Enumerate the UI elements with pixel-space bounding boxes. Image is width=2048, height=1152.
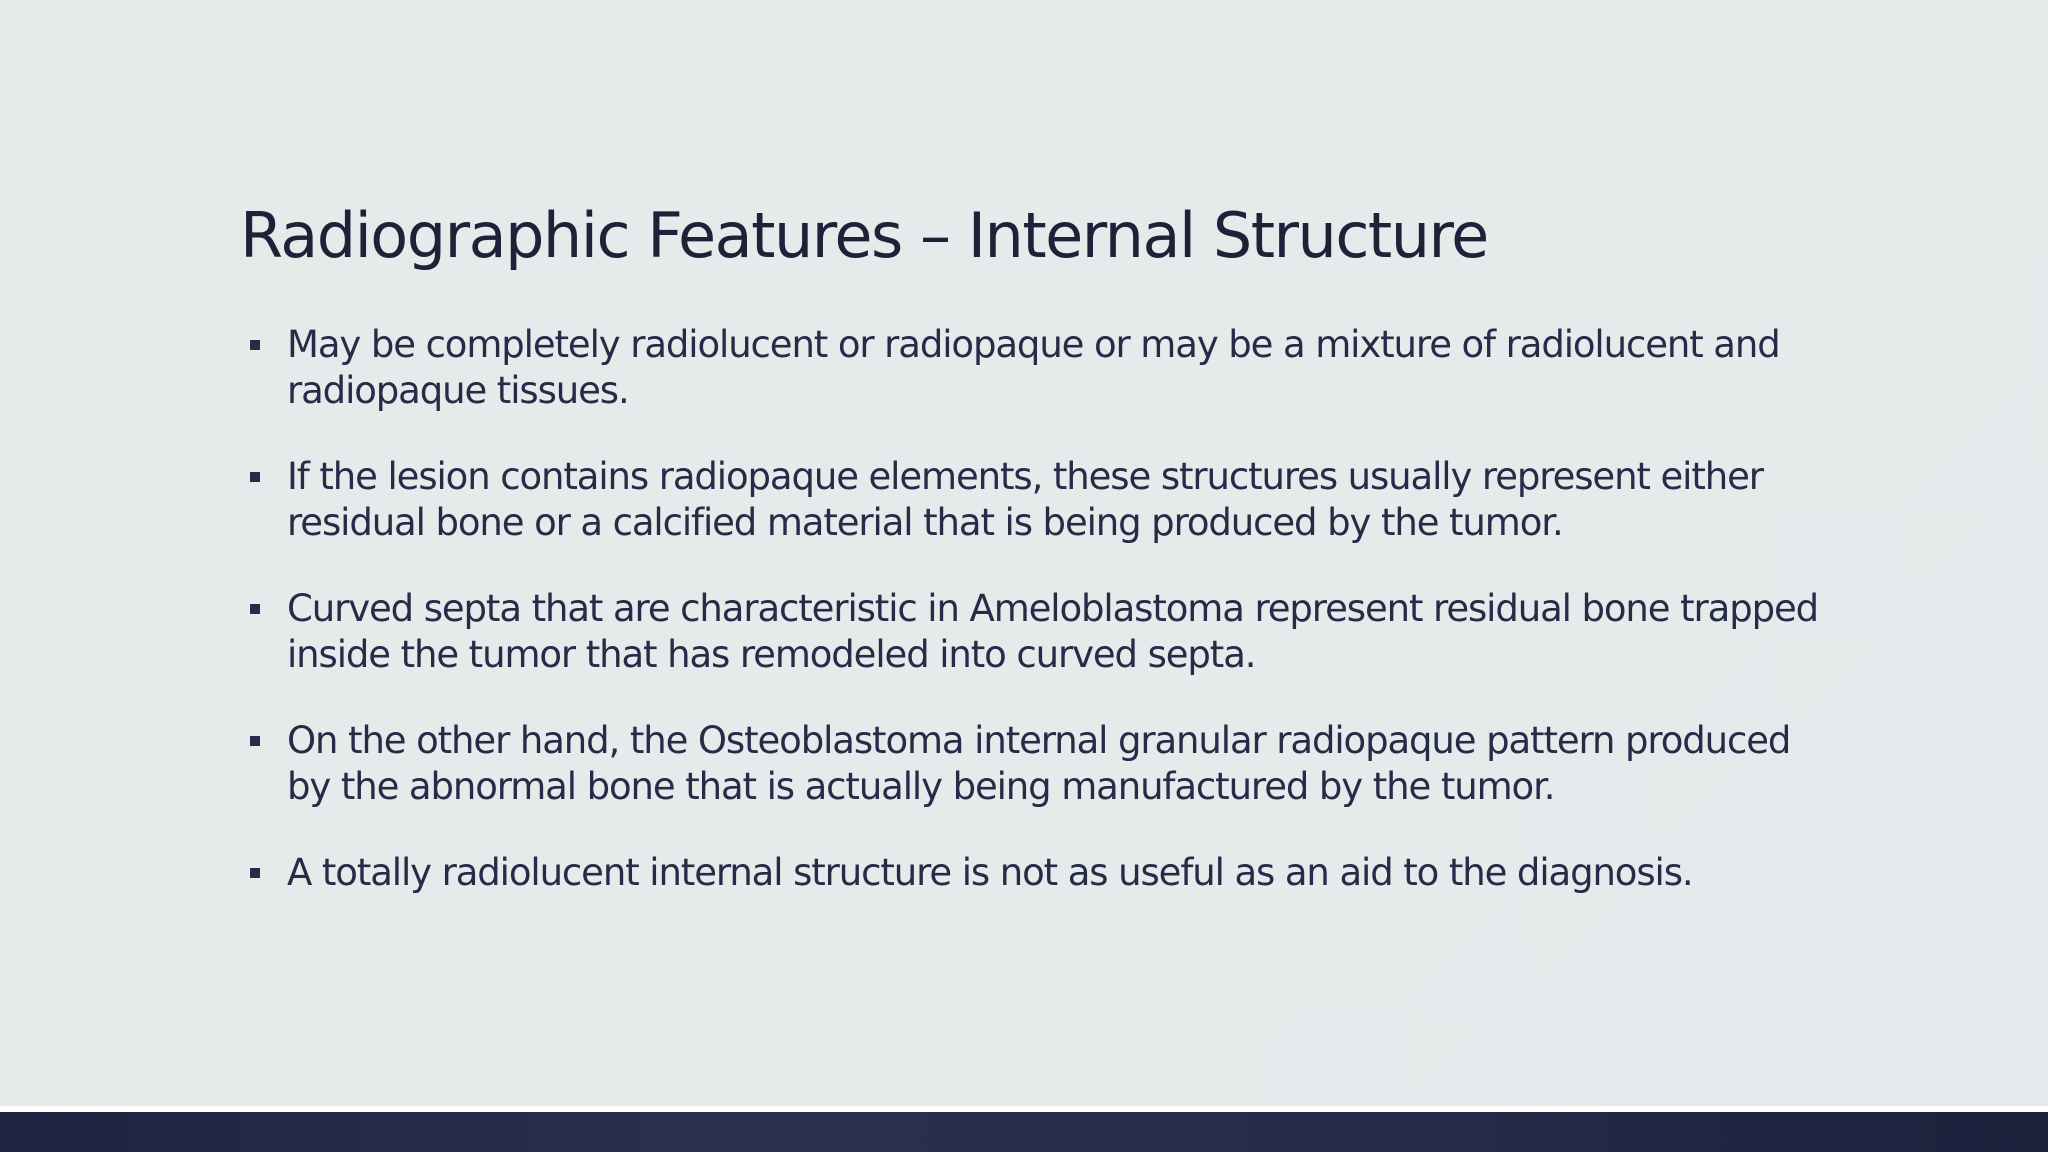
bullet-text: If the lesion contains radiopaque elements, these structures usually represent either residual bone or a calcified material that is being produced by the tumor. <box>287 455 1763 544</box>
bullet-text: Curved septa that are characteristic in Ameloblastoma represent residual bone trapped inside the tumor that has remodeled into curved septa. <box>287 587 1819 676</box>
square-bullet-icon <box>250 604 260 614</box>
bullet-text: May be completely radiolucent or radiopaque or may be a mixture of radiolucent and radiopaque tissues. <box>287 323 1780 412</box>
footer-band <box>0 1112 2048 1152</box>
bullet-item <box>240 322 1840 414</box>
bullet-item <box>240 718 1840 810</box>
slide-title: Radiographic Features – Internal Structure <box>240 199 1488 272</box>
bullet-item <box>240 454 1840 546</box>
bullet-list <box>240 322 1840 936</box>
square-bullet-icon <box>250 736 260 746</box>
bullet-item <box>240 586 1840 678</box>
square-bullet-icon <box>250 472 260 482</box>
square-bullet-icon <box>250 868 260 878</box>
square-bullet-icon <box>250 340 260 350</box>
bullet-item <box>240 850 1840 896</box>
bullet-text: A totally radiolucent internal structure is not as useful as an aid to the diagnosis. <box>287 851 1693 894</box>
bullet-text: On the other hand, the Osteoblastoma internal granular radiopaque pattern produced by the abnormal bone that is actually being manufactured by the tumor. <box>287 719 1791 808</box>
